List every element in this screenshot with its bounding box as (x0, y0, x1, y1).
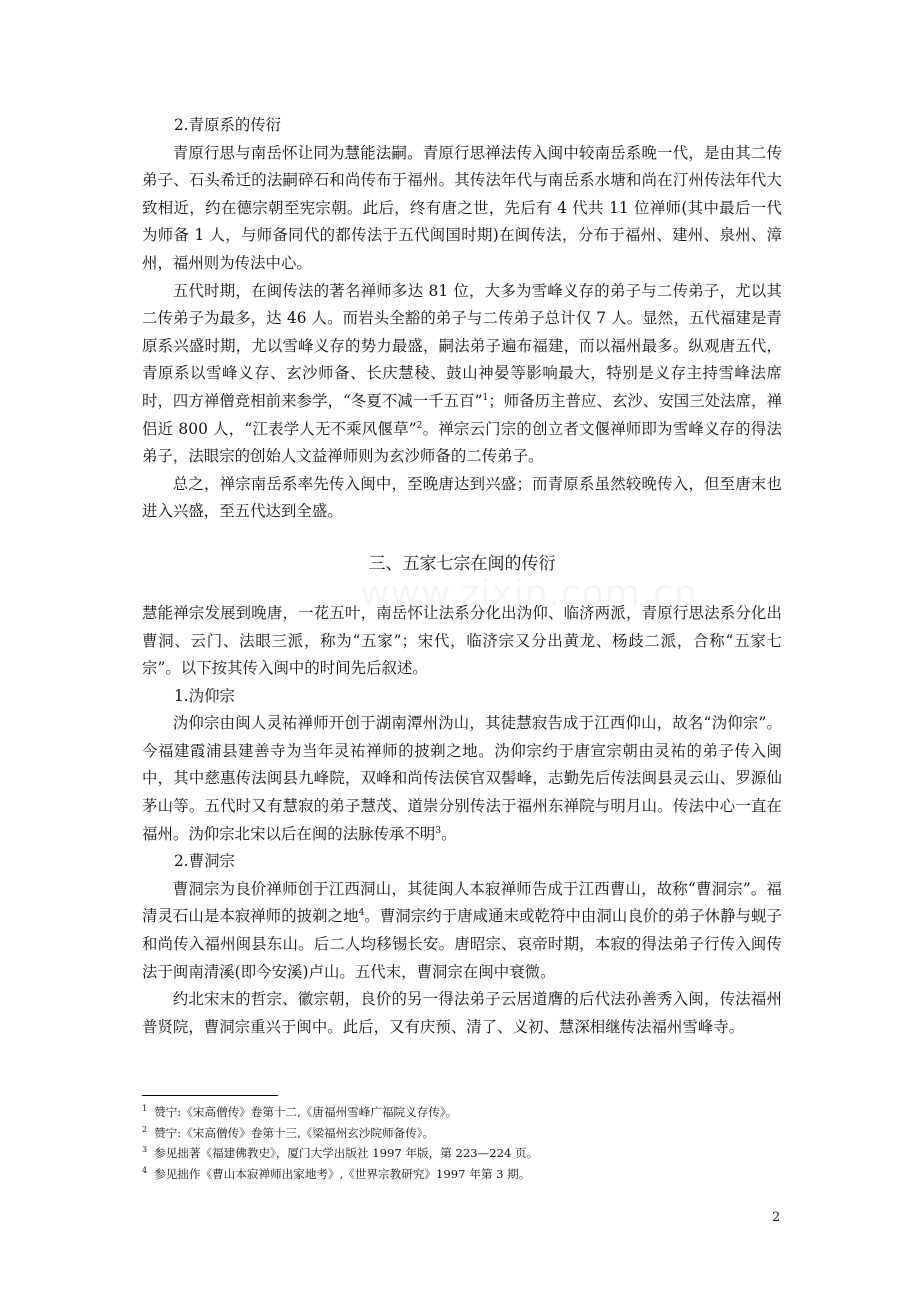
footnote-number: 4 (142, 1165, 148, 1175)
paragraph-text: 曹洞宗为良价禅师创于江西洞山，其徒闽人本寂禅师告成于江西曹山，故称“曹洞宗”。福清灵石山是本寂禅师的披剃之地 (142, 879, 782, 926)
footnote-text: 参见拙作《曹山本寂禅师出家地考》,《世界宗教研究》1997 年第 3 期。 (154, 1166, 531, 1181)
footnote-number: 2 (142, 1124, 148, 1134)
footnote-number: 1 (142, 1104, 148, 1114)
paragraph-text: 。曹洞宗约于唐咸通末或乾符中由洞山良价的弟子休静与蚬子和尚传入福州闽县东山。后二人均移锡长安。唐昭宗、哀帝时期，本寂的得法弟子行传入闽传法于闽南清溪(即今安溪)卢山。五代末，曹洞宗在闽中衰微。 (142, 907, 782, 981)
subheading-weiyang: 1.沩仰宗 (174, 686, 235, 705)
paragraph-weiyang-1 (142, 710, 782, 848)
subheading-caodong: 2.曹洞宗 (174, 852, 235, 871)
paragraph-text: ；师备历主普应、玄沙、安国三处法席，禅侣近 800 人，“江表学人无不乘风偃草” (142, 391, 783, 438)
footnote-3 (142, 1145, 782, 1162)
footnote-text: 参见拙著《福建佛教史》，厦门大学出版社 1997 年版，第 223—224 页。 (154, 1146, 539, 1160)
paragraph-qingyuan-1: 青原行思与南岳怀让同为慧能法嗣。青原行思禅法传入闽中较南岳系晚一代，是由其二传弟子、石头希迁的法嗣碎石和尚传布于福州。其传法年代与南岳系水塘和尚在汀州传法年代大致相近，约在德宗朝至宪宗朝。此后，终有唐之世，先后有 4 代共 11 位禅师(其中最后一代为师备 1 人，与师备同代的都传法于五代闽国时期)在闽传法，分布于福州、建州、泉州、漳州，福州则为传法中心。 (142, 143, 782, 272)
footnote-ref-1[interactable]: 1 (482, 392, 489, 403)
footnote-ref-3[interactable]: 3 (435, 825, 442, 836)
footnote-4 (142, 1166, 782, 1183)
paragraph-text: 。禅宗云门宗的创立者文偃禅师即为雪峰义存的得法弟子，法眼宗的创始人文益禅师则为玄沙师备的二传弟子。 (142, 419, 782, 466)
document-body (142, 112, 782, 1041)
paragraph-text: 沩仰宗由闽人灵祐禅师开创于湖南潭州沩山，其徒慧寂告成于江西仰山，故名“沩仰宗”。今福建霞浦县建善寺为当年灵祐禅师的披剃之地。沩仰宗约于唐宣宗朝由灵祐的弟子传入闽中，其中慈惠传法闽县九峰院，双峰和尚传法侯官双髻峰，志勤先后传法闽县灵云山、罗源仙茅山等。五代时又有慧寂的弟子慧茂、道崇分别传法于福州东禅院与明月山。传法中心一直在福州。沩仰宗北宋以后在闽的法脉传承不明 (142, 714, 782, 843)
paragraph-caodong-1 (142, 876, 782, 986)
paragraph-section3-intro: 慧能禅宗发展到晚唐，一花五叶，南岳怀让法系分化出沩仰、临济两派，青原行思法系分化出曹洞、云门、法眼三派，称为“五家”；宋代，临济宗又分出黄龙、杨歧二派，合称“五家七宗”。以下按其传入闽中的时间先后叙述。 (142, 603, 782, 678)
section-title: 三、五家七宗在闽的传衍 (368, 553, 556, 574)
footnote-ref-2[interactable]: 2 (416, 420, 423, 431)
footnote-2 (142, 1125, 782, 1142)
paragraph-text: 。 (441, 824, 457, 843)
footnote-divider (142, 1095, 278, 1096)
page-number: 2 (772, 1210, 781, 1225)
footnote-text: 赞宁:《宋高僧传》卷第十二,《唐福州雪峰广福院义存传》。 (154, 1105, 458, 1119)
paragraph-qingyuan-3: 总之，禅宗南岳系率先传入闽中，至晚唐达到兴盛；而青原系虽然较晚传入，但至唐末也进入兴盛，至五代达到全盛。 (142, 474, 782, 521)
paragraph-text: 五代时期，在闽传法的著名禅师多达 81 位，大多为雪峰义存的弟子与二传弟子，尤以其二传弟子为最多，达 46 人。而岩头全豁的弟子与二传弟子总计仅 7 人。显然，五代福建是青原系兴盛时期，尤以雪峰义存的势力最盛，嗣法弟子遍布福建，而以福州最多。纵观唐五代，青原系以雪峰义存、玄沙师备、长庆慧稜、鼓山神晏等影响最大，特别是义存主持雪峰法席时，四方禅僧竞相前来参学，“冬夏不减一千五百” (142, 281, 782, 410)
footnote-number: 3 (142, 1145, 148, 1155)
footnote-text: 赞宁:《宋高僧传》卷第十三,《梁福州玄沙院师备传》。 (154, 1125, 435, 1140)
paragraph-qingyuan-2 (142, 278, 782, 471)
footnote-ref-4[interactable]: 4 (358, 908, 365, 919)
footnote-1 (142, 1104, 782, 1121)
subheading-qingyuan: 2.青原系的传衍 (174, 116, 282, 134)
watermark: www.zixin.com.cn (360, 573, 698, 614)
paragraph-caodong-2: 约北宋末的哲宗、徽宗朝，良价的另一得法弟子云居道膺的后代法孙善秀入闽，传法福州普贤院，曹洞宗重兴于闽中。此后，又有庆预、清了、义初、慧深相继传法福州雪峰寺。 (142, 990, 782, 1036)
footnotes (142, 1104, 782, 1186)
